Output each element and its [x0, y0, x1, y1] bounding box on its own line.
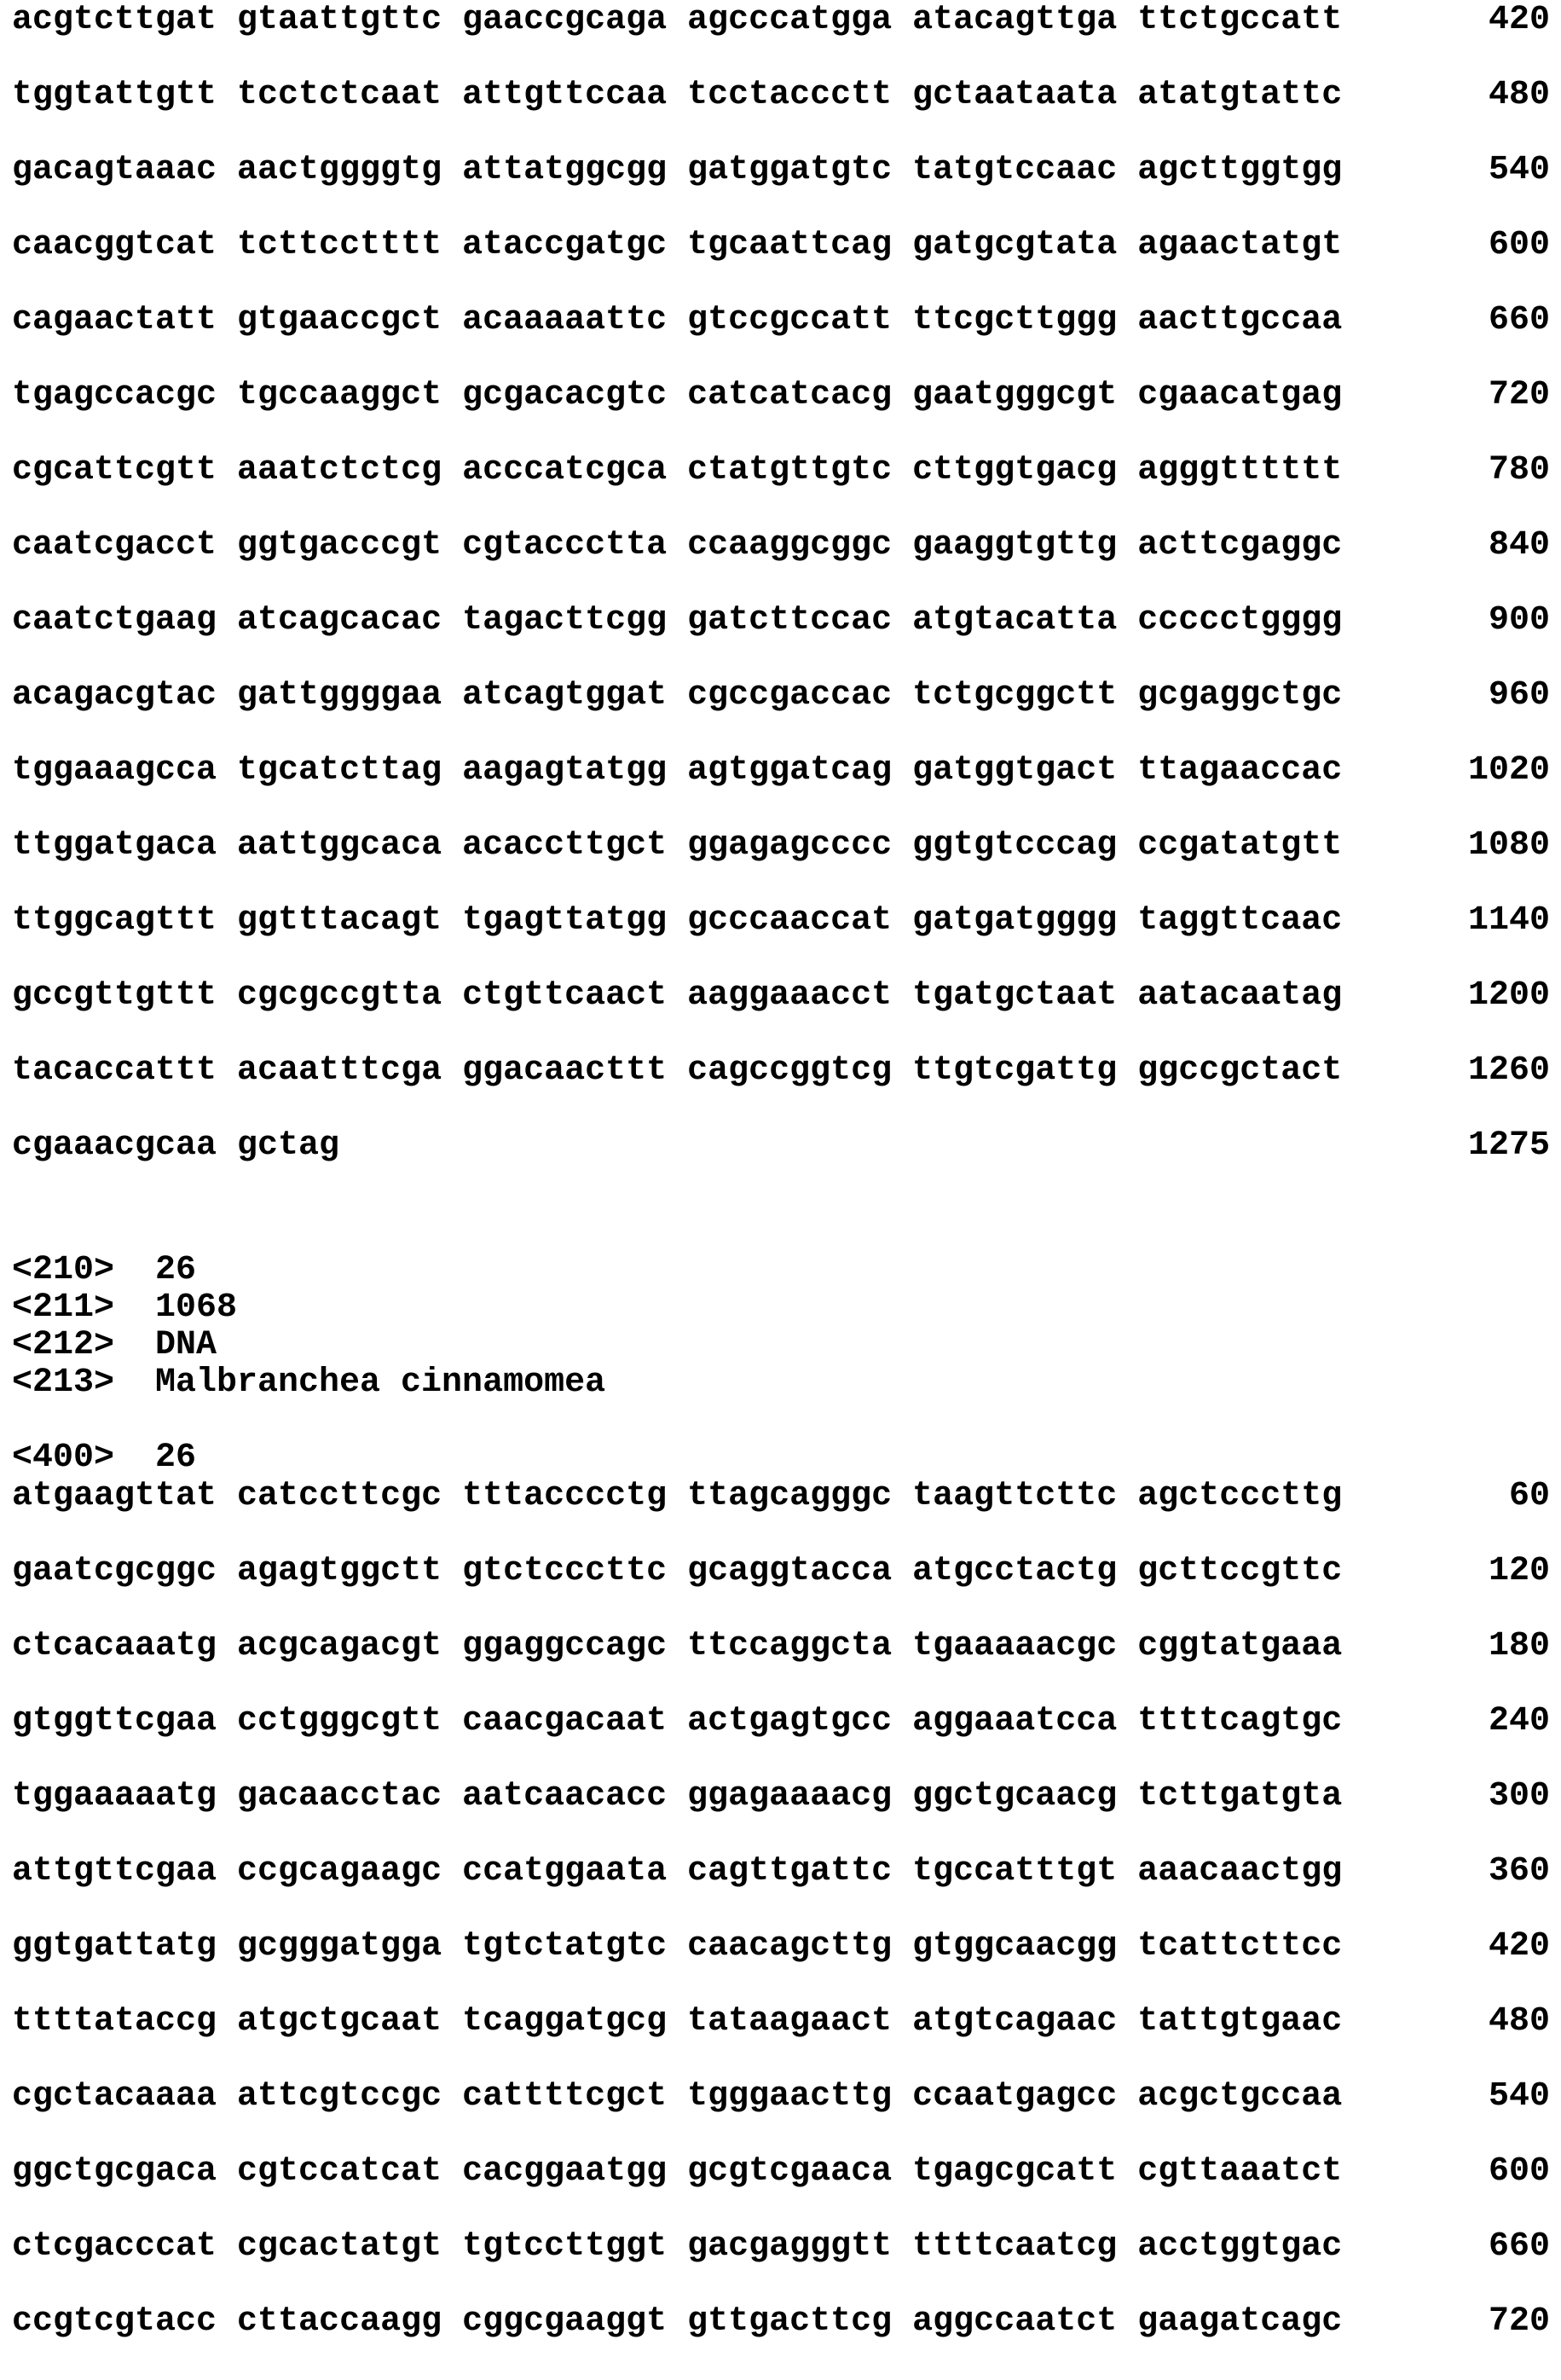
sequence-line	[12, 676, 1550, 754]
sequence-text: caatcgacct ggtgacccgt cgtaccctta ccaaggcggc gaaggtgttg acttcgaggc	[12, 526, 1343, 565]
metadata-tag: <211>	[12, 1288, 115, 1327]
position-number: 1260	[1467, 1051, 1550, 1090]
sequence-text: caatctgaag atcagcacac tagacttcgg gatcttccac atgtacatta ccccctgggg	[12, 601, 1343, 640]
metadata-value: 26	[155, 1439, 197, 1477]
sequence-line	[12, 301, 1550, 379]
sequence-line	[12, 2227, 1550, 2305]
metadata-value: 1068	[155, 1288, 238, 1327]
position-number: 480	[1488, 2002, 1550, 2041]
metadata-line	[12, 1326, 605, 1366]
sequence-text: ttggatgaca aattggcaca acaccttgct ggagagcccc ggtgtcccag ccgatatgtt	[12, 826, 1343, 865]
metadata-tag: <400>	[12, 1439, 115, 1477]
position-number: 600	[1488, 2152, 1550, 2191]
sequence-text: attgttcgaa ccgcagaagc ccatggaata cagttgattc tgccatttgt aaacaactgg	[12, 1852, 1343, 1891]
position-number: 960	[1488, 676, 1550, 715]
sequence-line	[12, 751, 1550, 829]
sequence-text: caacggtcat tcttcctttt ataccgatgc tgcaattcag gatgcgtata agaactatgt	[12, 226, 1343, 264]
sequence-line	[12, 526, 1550, 604]
sequence-text: ctcgacccat cgcactatgt tgtccttggt gacgagggtt ttttcaatcg acctggtgac	[12, 2227, 1343, 2266]
position-number: 360	[1488, 1852, 1550, 1891]
sequence-line	[12, 901, 1550, 979]
sequence-line	[12, 1852, 1550, 1930]
position-number: 1020	[1467, 751, 1550, 790]
metadata-value: Malbranchea cinnamomea	[155, 1364, 606, 1402]
position-number: 540	[1488, 151, 1550, 189]
metadata-line	[12, 1366, 605, 1404]
position-number: 240	[1488, 1702, 1550, 1740]
sequence-text: gaatcgcggc agagtggctt gtctcccttc gcaggtacca atgcctactg gcttccgttc	[12, 1552, 1343, 1590]
position-number: 1275	[1467, 1126, 1550, 1165]
sequence-text: gacagtaaac aactggggtg attatggcgg gatggatgtc tatgtccaac agcttggtgg	[12, 151, 1343, 189]
position-number: 660	[1488, 2227, 1550, 2266]
position-number: 420	[1488, 1927, 1550, 1966]
sequence-header-block	[12, 1441, 196, 1479]
sequence-text: cagaactatt gtgaaccgct acaaaaattc gtccgccatt ttcgcttggg aacttgccaa	[12, 301, 1343, 339]
position-number: 540	[1488, 2077, 1550, 2116]
sequence-line	[12, 1477, 1550, 1555]
sequence-line	[12, 376, 1550, 454]
sequence-text: tacaccattt acaatttcga ggacaacttt cagccggtcg ttgtcgattg ggccgctact	[12, 1051, 1343, 1090]
metadata-line	[12, 1288, 605, 1329]
sequence-line	[12, 601, 1550, 679]
sequence-metadata-block	[12, 1251, 606, 1404]
sequence-line	[12, 2077, 1550, 2155]
sequence-text: gtggttcgaa cctgggcgtt caacgacaat actgagtgcc aggaaatcca ttttcagtgc	[12, 1702, 1343, 1740]
sequence-text: cgctacaaaa attcgtccgc cattttcgct tgggaacttg ccaatgagcc acgctgccaa	[12, 2077, 1343, 2116]
sequence-line	[12, 1126, 1550, 1204]
sequence-text: ccgtcgtacc cttaccaagg cggcgaaggt gttgacttcg aggccaatct gaagatcagc	[12, 2302, 1343, 2341]
sequence-line	[12, 826, 1550, 904]
position-number: 300	[1488, 1777, 1550, 1815]
sequence-text: ggctgcgaca cgtccatcat cacggaatgg gcgtcgaaca tgagcgcatt cgttaaatct	[12, 2152, 1343, 2191]
sequence-text: ctcacaaatg acgcagacgt ggaggccagc ttccaggcta tgaaaaacgc cggtatgaaa	[12, 1627, 1343, 1665]
sequence-line	[12, 1627, 1550, 1705]
sequence-line	[12, 2302, 1550, 2380]
position-number: 720	[1488, 2302, 1550, 2341]
metadata-line	[12, 1251, 605, 1291]
metadata-tag: <213>	[12, 1364, 115, 1402]
position-number: 120	[1488, 1552, 1550, 1590]
position-number: 720	[1488, 376, 1550, 414]
sequence-text: ttggcagttt ggtttacagt tgagttatgg gcccaaccat gatgatgggg taggttcaac	[12, 901, 1343, 940]
sequence-text: cgaaacgcaa gctag	[12, 1126, 340, 1165]
position-number: 840	[1488, 526, 1550, 565]
position-number: 180	[1488, 1627, 1550, 1665]
sequence-line	[12, 226, 1550, 304]
sequence-line	[12, 451, 1550, 529]
position-number: 780	[1488, 451, 1550, 489]
sequence-text: cgcattcgtt aaatctctcg acccatcgca ctatgttgtc cttggtgacg agggtttttt	[12, 451, 1343, 489]
sequence-text: tgagccacgc tgccaaggct gcgacacgtc catcatcacg gaatgggcgt cgaacatgag	[12, 376, 1343, 414]
position-number: 600	[1488, 226, 1550, 264]
sequence-block-1	[12, 3, 1550, 1204]
sequence-line	[12, 153, 1550, 229]
position-number: 1140	[1467, 901, 1550, 940]
sequence-line	[12, 1927, 1550, 2005]
sequence-line	[12, 1702, 1550, 1780]
sequence-line	[12, 976, 1550, 1054]
sequence-text: tggaaagcca tgcatcttag aagagtatgg agtggatcag gatggtgact ttagaaccac	[12, 751, 1343, 790]
sequence-line	[12, 1552, 1550, 1630]
position-number: 1200	[1467, 976, 1550, 1015]
position-number: 660	[1488, 301, 1550, 339]
metadata-tag: <210>	[12, 1251, 115, 1289]
position-number: 420	[1488, 1, 1550, 39]
sequence-text: acagacgtac gattggggaa atcagtggat cgccgaccac tctgcggctt gcgaggctgc	[12, 676, 1343, 715]
position-number: 1080	[1467, 826, 1550, 865]
position-number: 60	[1508, 1477, 1550, 1515]
sequence-line	[12, 1051, 1550, 1129]
sequence-line	[12, 78, 1550, 153]
position-number: 480	[1488, 76, 1550, 114]
metadata-value: DNA	[155, 1326, 217, 1364]
sequence-text: gccgttgttt cgcgccgtta ctgttcaact aaggaaacct tgatgctaat aatacaatag	[12, 976, 1343, 1015]
metadata-value: 26	[155, 1251, 197, 1289]
metadata-line	[12, 1441, 196, 1479]
sequence-line	[12, 3, 1550, 78]
sequence-text: ttttataccg atgctgcaat tcaggatgcg tataagaact atgtcagaac tattgtgaac	[12, 2002, 1343, 2041]
sequence-text: atgaagttat catccttcgc tttacccctg ttagcagggc taagttcttc agctcccttg	[12, 1477, 1343, 1515]
sequence-text: tggtattgtt tcctctcaat attgttccaa tcctaccctt gctaataata atatgtattc	[12, 76, 1343, 114]
sequence-text: ggtgattatg gcgggatgga tgtctatgtc caacagcttg gtggcaacgg tcattcttcc	[12, 1927, 1343, 1966]
sequence-line	[12, 1777, 1550, 1855]
sequence-text: tggaaaaatg gacaacctac aatcaacacc ggagaaaacg ggctgcaacg tcttgatgta	[12, 1777, 1343, 1815]
metadata-tag: <212>	[12, 1326, 115, 1364]
sequence-text: acgtcttgat gtaattgttc gaaccgcaga agcccatgga atacagttga ttctgccatt	[12, 1, 1343, 39]
position-number: 900	[1488, 601, 1550, 640]
sequence-line	[12, 2002, 1550, 2080]
sequence-block-2	[12, 1477, 1550, 2380]
sequence-line	[12, 2152, 1550, 2230]
